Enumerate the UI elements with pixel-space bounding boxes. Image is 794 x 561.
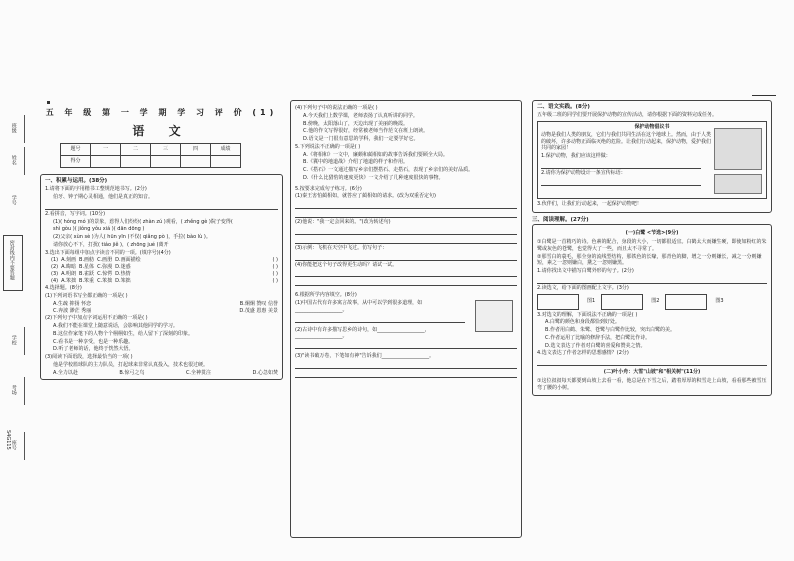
gutter-label-class: 班级 xyxy=(10,123,17,133)
picture-caption: 图3 xyxy=(715,298,724,305)
q3-row xyxy=(45,278,278,285)
gutter-label-name: 姓名 xyxy=(10,155,17,165)
answer-paren[interactable]: ( ) xyxy=(272,264,278,271)
option: B.作者用白鹤、朱鹭、苍鹭与白鹭作比较，突出白鹭的美。 xyxy=(545,327,676,334)
q3-option: B.星体 xyxy=(79,264,95,271)
answer-line[interactable] xyxy=(295,315,465,323)
reading-question-4: 4.选文表达了作者怎样的思想感情？(2分) xyxy=(537,350,629,357)
option: A.今天我们上数学课，老师表扬了认真听讲的同学。 xyxy=(303,112,418,119)
middle-box xyxy=(290,100,522,538)
score-header-cell: 三 xyxy=(151,143,181,155)
picture-caption: 图1 xyxy=(587,298,596,305)
score-cell[interactable] xyxy=(121,155,151,167)
option: C.《搭石》一文通过描写乡亲们摆搭石、走搭石，表现了乡亲们的美好品质。 xyxy=(303,167,474,173)
pinyin-line: 请你放心不下，打扰( tiáo jiě )，( zhōng jué )离开 xyxy=(53,241,169,248)
exam-title: 五 年 级 第 一 学 期 学 习 评 价 (1) xyxy=(45,108,278,117)
answer-paren[interactable]: ( ) xyxy=(272,257,278,264)
question-8-2: (2)古诗中有许多描写思乡的诗句，如___________________，___________________。 xyxy=(295,326,430,340)
q4-options xyxy=(53,301,278,308)
q4-options xyxy=(53,308,278,315)
answer-line[interactable] xyxy=(295,370,517,378)
answer-line[interactable] xyxy=(295,341,517,349)
reading-title: (二)叶小舟：大雪"山坡"和"相关树"(11分) xyxy=(603,369,701,376)
answer-line[interactable] xyxy=(537,358,767,366)
question-8-3: (3)"读书破万卷，下笔如有神"告诉我们___________________。 xyxy=(295,353,435,359)
pinyin-line: (1)( hóng mó )的景象，惹得人们纷纷( zhàn zú )观看，( zhěng gè )院子变得( xyxy=(53,218,233,225)
reading-title: (一)白鹭 <节选>(9分) xyxy=(625,230,679,237)
gutter-line xyxy=(24,115,25,143)
option: A.全力以赴 xyxy=(53,369,78,376)
section-heading: 二、语文实践。(8分) xyxy=(537,104,590,110)
section-description: 五年级二班的同学们要开展保护动物的宣传活动，请你根据下面的资料完成任务。 xyxy=(537,112,718,119)
option: B.傍晚，太阳落山了，天边出现了美丽的晚霞。 xyxy=(303,120,409,127)
reading-question-3: 3.对选文的理解，下面说法不正确的一项是( ) xyxy=(537,311,638,318)
q3-option: C.惊愕 xyxy=(97,270,113,277)
answer-line[interactable] xyxy=(295,210,517,218)
q3-option: B.雀跃 xyxy=(79,270,95,277)
column-middle xyxy=(290,100,522,542)
gutter-line xyxy=(24,147,25,175)
option: C.看书是一种享受，也是一种乐趣。 xyxy=(53,338,134,345)
answer-line[interactable] xyxy=(295,253,517,261)
picture-frame xyxy=(665,294,707,310)
score-cell[interactable] xyxy=(181,155,211,167)
score-header-cell: 一 xyxy=(91,143,121,155)
question-7-3: (3)示例：飞机在天空中飞过。仿写句子： xyxy=(295,244,388,251)
score-table xyxy=(60,143,241,168)
q3-option: D.画面描绘 xyxy=(115,257,141,264)
question-1: 1.请将下面的字用楷书工整规范地书写。(2分) xyxy=(45,186,147,193)
picture-frame xyxy=(601,294,643,310)
reading-box xyxy=(532,224,772,396)
option: C.作者运用了比喻的修辞手法，把白鹭比作诗。 xyxy=(545,334,651,341)
poster-title: 保护动物倡议书 xyxy=(634,124,670,131)
reading-question-1: 1.请你找出文中描写白鹭外形的句子。(2分) xyxy=(537,268,634,275)
q3-row-number: (2) xyxy=(51,264,59,271)
score-cell[interactable] xyxy=(151,155,181,167)
section-heading: 三、阅读理解。(27分) xyxy=(532,216,589,223)
question-2: 2.看拼音，写字词。(10分) xyxy=(45,210,106,217)
answer-line[interactable] xyxy=(541,161,701,169)
answer-line[interactable] xyxy=(295,269,517,277)
score-header-cell: 四 xyxy=(181,143,211,155)
answer-line[interactable] xyxy=(295,227,517,235)
serial-number: S4G115 xyxy=(4,430,11,450)
question-5: (4)下列句子中的说法正确的一项是( ) xyxy=(295,105,378,111)
option: A.我们不能在课堂上随意说话，会影响其他同学的学习。 xyxy=(53,323,178,330)
score-header-cell: 题号 xyxy=(61,143,91,155)
option: A.《将相和》一文中，廉颇和蔺相如的故事告诉我们要顾全大局。 xyxy=(303,151,448,158)
seal-line-box xyxy=(3,235,23,291)
question-3: 3.选出下面每组中加点字读音不同的一项。(填序号)(4分) xyxy=(45,249,171,256)
question-7: 5.按要求完成句子练习。(6分) xyxy=(295,185,362,192)
answer-paren[interactable]: ( ) xyxy=(272,277,278,284)
q3-option: C.弥漫 xyxy=(97,264,113,271)
q3-option: D.热情 xyxy=(115,270,131,277)
column-right xyxy=(532,100,772,400)
answer-paren[interactable]: ( ) xyxy=(272,270,278,277)
section-heading: 一、积累与运用。(38分) xyxy=(45,177,108,184)
gutter-label-number: 学号 xyxy=(10,195,17,205)
question-8-1: (1)中国古代有许多寓言故事，从中可以学到很多道理，如___________________。 xyxy=(295,300,423,313)
option: C.全神贯注 xyxy=(185,369,212,376)
q3-row-number: (3) xyxy=(51,270,59,277)
gutter-label-seat: 座号 xyxy=(10,440,17,450)
q3-row xyxy=(45,271,278,278)
q3-option: A.晦暗 xyxy=(61,264,77,271)
illustration-figure xyxy=(475,300,513,332)
reading-passage: ①白鹭是一首精巧的诗。色素的配合，身段的大小，一切都很适宜。白鹤太大而嫌生硬，即使如粉红的朱鹭或灰色的苍鹭，也觉得大了一些，而且太不寻常了。 xyxy=(537,239,767,252)
pinyin-line: shì gòu )( jiǒng yǒu xiá )( dān dōng ) xyxy=(53,226,145,233)
option: B.这位作家笔下的人物个个栩栩如生，给人留下了深刻的印象。 xyxy=(53,330,194,337)
poster-illustration xyxy=(714,174,762,194)
binding-gutter xyxy=(0,95,36,555)
option: D.语文是一门很有意思的学科，我们一定要学好它。 xyxy=(303,136,419,142)
q3-option: C.画册 xyxy=(97,257,113,264)
option: B.炯炯 赞叹 信誉 xyxy=(239,300,278,307)
option: B.惊弓之鸟 xyxy=(119,369,145,376)
option: A.生疏 抑扬 怀恋 xyxy=(53,300,92,307)
score-header-cell: 成绩 xyxy=(211,143,241,155)
q3-option: D.笨拙 xyxy=(115,277,131,284)
reading-question-2: 2.读选文，给下面的图画配上文字。(3分) xyxy=(537,284,629,291)
option: B.《冀中的地道战》介绍了地道的样子和作用。 xyxy=(303,159,409,166)
question-8: 6.根据所学内容填空。(8分) xyxy=(295,292,357,299)
reading-passage: ①这位叔叔每天都要到山坡上去看一看，他总是在下雪之后，踏着厚厚的积雪走上山坡，看看那些被雪压弯了腰的小树。 xyxy=(537,377,767,391)
poster-illustration xyxy=(714,128,762,170)
option: C.他的作文写得很好，经常被老师当作范文在班上朗读。 xyxy=(303,128,429,135)
answer-line[interactable] xyxy=(295,201,517,209)
option: D.听了老师的话，他终于恍然大悟。 xyxy=(53,346,134,353)
task-1: 1.保护动物，我们应该这样做： xyxy=(541,153,611,160)
reading-passage: ②那雪白的蓑毛，那全身的流线型结构，那铁色的长喙，那青色的脚，增之一分则嫌长，减之一分则嫌短，素之一忽则嫌白，黛之一忽则嫌黑。 xyxy=(537,253,762,267)
q3-option: A.笨拙 xyxy=(61,277,77,284)
question-4-3: (3)阅读下面语段，选择最恰当的一项( ) xyxy=(45,354,133,361)
section-1-box xyxy=(40,174,283,380)
answer-line[interactable] xyxy=(295,278,517,286)
pinyin-line: (2)父亲( xùn sè )为人( hūn yīn )不仅( qiǎng pò )，手拉( bào lù )。 xyxy=(53,234,211,241)
q3-option: B.笨重 xyxy=(79,277,95,284)
picture-frame xyxy=(537,294,579,310)
poster xyxy=(537,121,767,199)
question-6: 5.下列说法不正确的一项是( ) xyxy=(295,143,361,150)
question-4: 4.选择题。(8分) xyxy=(45,285,82,292)
q3-option: A.刻画 xyxy=(61,257,77,264)
q8-block xyxy=(295,300,517,378)
practice-box xyxy=(532,100,772,213)
picture-caption: 图2 xyxy=(651,298,660,305)
q3-option: C.笨拙 xyxy=(97,277,113,284)
q3-row-number: (1) xyxy=(51,257,59,264)
question-7-4: (4)你能把这个句子改得更生动吗？请试一试。 xyxy=(295,261,398,268)
q3-option: B.画舫 xyxy=(79,257,95,264)
task-3: 3.伙伴们，让我们行动起来，一起保护动物吧！ xyxy=(537,201,642,208)
question-4-1: (1)下列词语书写全都正确的一项是( ) xyxy=(45,293,128,300)
answer-line[interactable] xyxy=(295,236,517,244)
option: D.《什么比猎豹的速度更快》一文介绍了几种速度很快的事物。 xyxy=(303,174,444,181)
answer-line[interactable] xyxy=(45,202,278,210)
gutter-label-room: 考场 xyxy=(10,385,17,395)
q3-option: D.迷惑 xyxy=(115,264,131,271)
corner-mark xyxy=(752,95,776,96)
question-7-2: (2)他说："我一定会回来的。"(改为转述句) xyxy=(295,219,391,225)
question-7-1: (1)秦王害怕蔺相如，就答应了蔺相如的请求。(改为双重否定句) xyxy=(295,193,436,200)
option: C.奔波 渺茫 秀丽 xyxy=(53,307,92,314)
score-cell[interactable] xyxy=(211,155,241,167)
gutter-line xyxy=(24,377,25,405)
option: D.心急如焚 xyxy=(252,369,278,376)
question-4-2: (2)下列句子中加点字词运用不正确的一项是( ) xyxy=(45,315,148,322)
gutter-line xyxy=(24,432,25,460)
seal-line-text: 密封线内不要答题 xyxy=(8,240,15,280)
score-header-cell: 二 xyxy=(121,143,151,155)
poster-text: 动物是我们人类的朋友，它们与我们共同生活在这个地球上。然而，由于人类的破坏，许多动物正面临灭绝的危险。让我们行动起来，保护动物，爱护我们共同的家园！ xyxy=(541,131,712,152)
score-label-cell: 得分 xyxy=(61,155,91,167)
column-left xyxy=(40,100,283,384)
option: A.白鹭的颜色和身段都恰到好处。 xyxy=(545,319,620,326)
question-passage: 他是学校篮球队的主力队员，打起球来非常认真投入，技术也很过硬。 xyxy=(53,361,209,368)
answer-line[interactable] xyxy=(541,178,701,186)
q3-row-number: (4) xyxy=(51,277,59,284)
task-2: 2.请你为保护动物设计一条宣传标语： xyxy=(541,169,626,176)
q3-row xyxy=(45,264,278,271)
gutter-line xyxy=(24,327,25,355)
answer-line[interactable] xyxy=(295,361,517,369)
picture-strip xyxy=(537,294,767,310)
score-cell[interactable] xyxy=(91,155,121,167)
q3-option: A.明朗 xyxy=(61,270,77,277)
option: D.茂盛 恩惠 美景 xyxy=(239,307,278,314)
answer-line[interactable] xyxy=(537,276,767,284)
gutter-label-school: 学校 xyxy=(10,335,17,345)
option: D.选文表达了作者对白鹭的喜爱和赞美之情。 xyxy=(545,342,646,349)
q4-3-options xyxy=(53,370,278,377)
subject-title: 语 文 xyxy=(132,123,191,138)
question-1-text: 伯牙、钟子期心灵相通，他们是真正的知音。 xyxy=(53,194,154,201)
